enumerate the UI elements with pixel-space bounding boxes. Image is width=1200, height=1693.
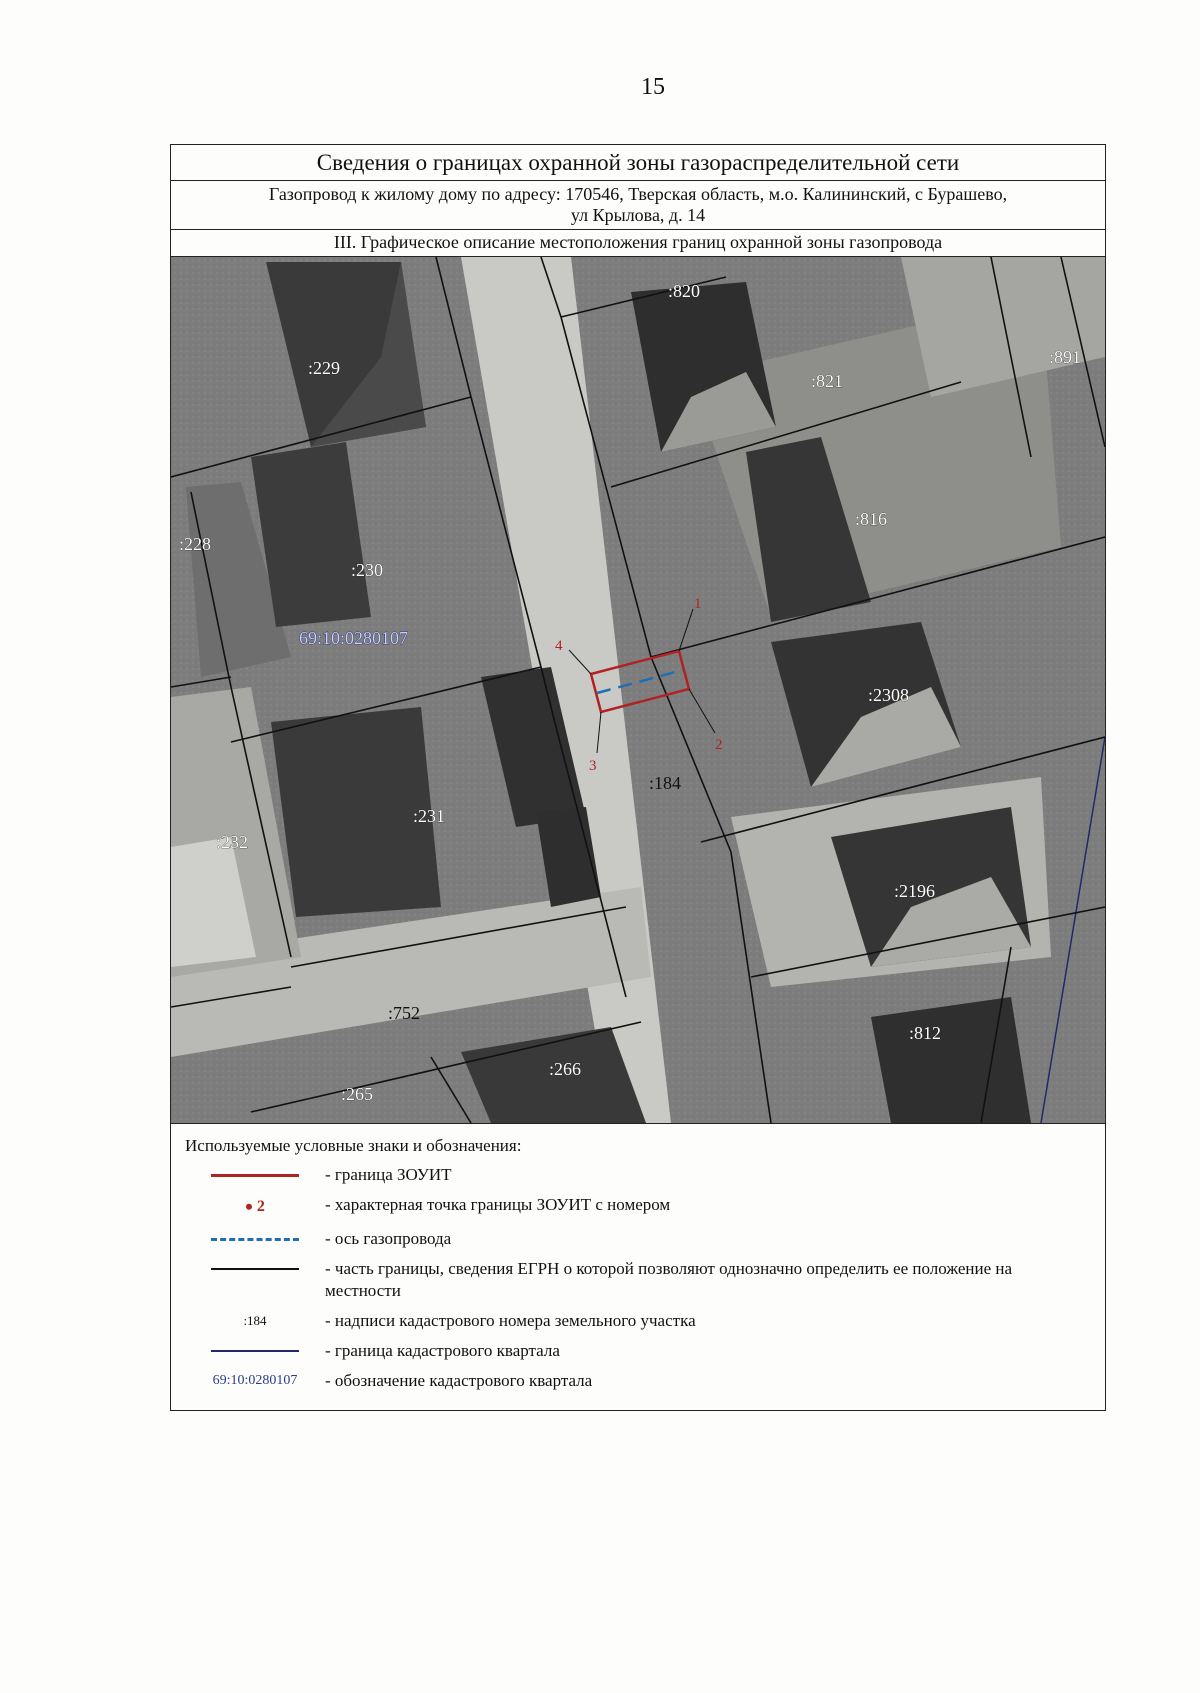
- legend-row: [185, 1340, 1091, 1362]
- legend-text: - граница ЗОУИТ: [325, 1165, 452, 1184]
- parcel-label: :821: [811, 371, 844, 391]
- legend-row: [185, 1258, 1091, 1302]
- map-canvas: [171, 257, 1105, 1123]
- parcel-label: :184: [649, 773, 682, 793]
- legend-symbol-block-line: [185, 1340, 325, 1362]
- legend-text: - характерная точка границы ЗОУИТ с номером: [325, 1195, 671, 1214]
- legend: [171, 1124, 1105, 1410]
- parcel-label: :228: [179, 534, 212, 554]
- legend-row: [185, 1228, 1091, 1250]
- point-label-2: 2: [715, 737, 723, 753]
- legend-title: Используемые условные знаки и обозначения:: [185, 1136, 522, 1155]
- parcel-label: :2308: [868, 685, 910, 705]
- aerial-map: [171, 257, 1105, 1124]
- parcel-label: :820: [668, 281, 701, 301]
- legend-text: - ось газопровода: [325, 1229, 452, 1248]
- parcel-label: :891: [1049, 347, 1082, 367]
- legend-row: [185, 1310, 1091, 1332]
- legend-symbol-block-label: 69:10:0280107: [212, 1373, 298, 1388]
- legend-text: - часть границы, сведения ЕГРН о которой позволяют однозначно определить ее положение на местности: [325, 1259, 1013, 1300]
- point-label-1: 1: [694, 596, 702, 612]
- point-label-4: 4: [555, 638, 563, 654]
- point-label-3: 3: [589, 758, 597, 774]
- parcel-label: :2196: [894, 881, 936, 901]
- legend-row: [185, 1194, 1091, 1220]
- parcel-label: :230: [351, 560, 384, 580]
- cadastral-sheet: [170, 144, 1106, 1411]
- parcel-label: :232: [216, 832, 249, 852]
- sheet-title: Сведения о границах охранной зоны газораспределительной сети: [171, 145, 1105, 181]
- legend-symbol-cadastral: :184: [243, 1313, 267, 1328]
- page-number: 15: [641, 74, 665, 100]
- legend-text: - надписи кадастрового номера земельного участка: [325, 1311, 696, 1330]
- parcel-label: :229: [308, 358, 341, 378]
- legend-row: [185, 1370, 1091, 1392]
- legend-symbol-gas-axis: [185, 1228, 325, 1250]
- legend-symbol-parcel-line: [185, 1258, 325, 1280]
- legend-text: - обозначение кадастрового квартала: [325, 1371, 593, 1390]
- parcel-label: :265: [341, 1084, 374, 1104]
- parcel-label: :816: [855, 509, 888, 529]
- legend-text: - граница кадастрового квартала: [325, 1341, 560, 1360]
- address-line-2: ул Крылова, д. 14: [570, 205, 706, 225]
- legend-row: [185, 1164, 1091, 1186]
- legend-point-number: 2: [256, 1198, 265, 1215]
- address-line-1: Газопровод к жилому дому по адресу: 170546, Тверская область, м.о. Калининский, с Бурашево,: [268, 184, 1008, 204]
- legend-symbol-point: • 2: [245, 1194, 265, 1219]
- parcel-label: :812: [909, 1023, 942, 1043]
- legend-symbol-zouit-line: [185, 1164, 325, 1186]
- address-block: [171, 181, 1105, 230]
- parcel-label: :231: [413, 806, 446, 826]
- section-heading: III. Графическое описание местоположения границ охранной зоны газопровода: [171, 230, 1105, 257]
- parcel-label: :266: [549, 1059, 582, 1079]
- block-label: 69:10:0280107: [299, 628, 409, 648]
- parcel-label: :752: [388, 1003, 421, 1023]
